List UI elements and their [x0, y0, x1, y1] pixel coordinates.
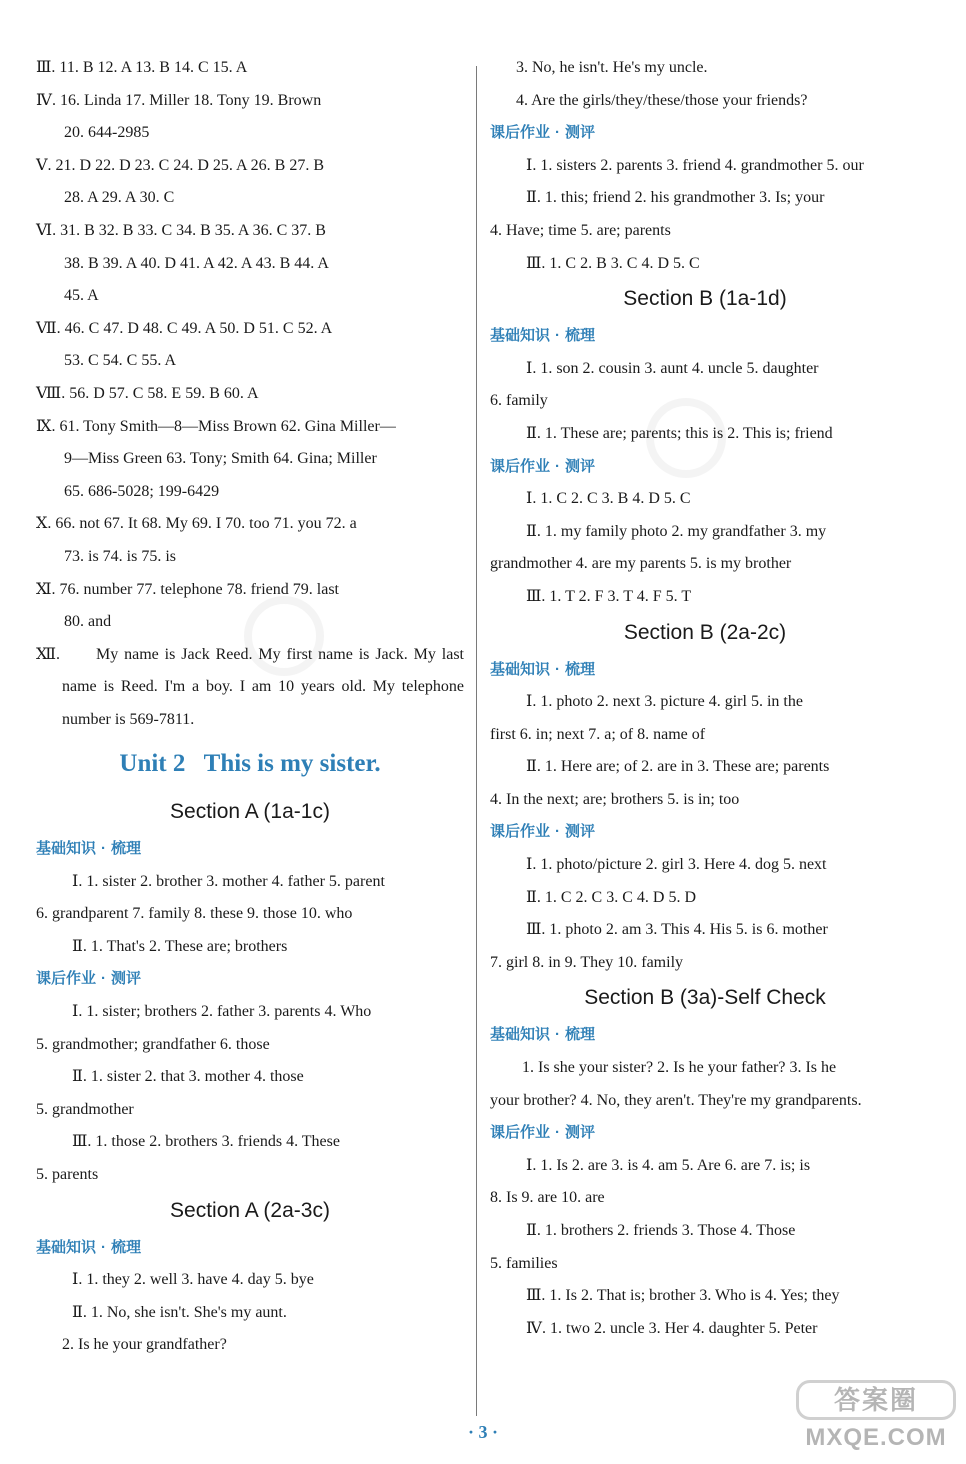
- unit-title: Unit 2 This is my sister.: [119, 750, 381, 778]
- watermark-corner-logo: [790, 1380, 962, 1460]
- answer-line: Ⅲ. 1. photo 2. am 3. This 4. His 5. is 6. mother: [526, 921, 828, 939]
- answer-line: Ⅰ. 1. Is 2. are 3. is 4. am 5. Are 6. are 7. is; is: [526, 1156, 811, 1174]
- answer-line: Ⅱ. 1. this; friend 2. his grandmother 3. Is; your: [526, 189, 825, 207]
- answer-line: Ⅳ. 1. two 2. uncle 3. Her 4. daughter 5. Peter: [526, 1319, 818, 1337]
- label-suffix: 梳理: [565, 327, 596, 345]
- answer-line: 1. Is she your sister? 2. Is he your father? 3. Is he: [522, 1059, 837, 1077]
- answer-line: 4. Have; time 5. are; parents: [490, 221, 671, 239]
- section-title: Section A (1a-1c): [170, 800, 330, 824]
- answer-line: Ⅹ. 66. not 67. It 68. My 69. I 70. too 71. you 72. a: [36, 515, 357, 533]
- answer-line: Ⅸ. 61. Tony Smith—8—Miss Brown 62. Gina Miller—: [36, 417, 396, 435]
- homework-label: 课后作业 · 测评: [490, 823, 596, 841]
- answer-line: Ⅱ. 1. my family photo 2. my grandfather 3. my: [526, 522, 827, 540]
- answer-line: 5. grandmother; grandfather 6. those: [36, 1035, 270, 1053]
- label-suffix: 测评: [565, 1124, 596, 1142]
- watermark-logo-text: 答案圈: [796, 1380, 956, 1420]
- label-text: 课后作业: [490, 823, 551, 841]
- label-suffix: 梳理: [565, 1026, 596, 1044]
- answer-line: 80. and: [64, 613, 112, 631]
- column-divider: [476, 66, 477, 1416]
- basic-knowledge-label: 基础知识 · 梳理: [490, 1026, 596, 1044]
- section-title: Section B (2a-2c): [623, 620, 787, 644]
- answer-line: 53. C 54. C 55. A: [64, 352, 177, 370]
- answer-line: Ⅲ. 11. B 12. A 13. B 14. C 15. A: [36, 59, 248, 76]
- answer-line: Ⅰ. 1. sisters 2. parents 3. friend 4. grandmother 5. our: [526, 156, 864, 174]
- label-suffix: 测评: [111, 970, 142, 988]
- writing-text: My name is Jack Reed. My first name is Jack. My last name is Reed. I'm a boy. I am 10 years old. My telephone number is 569-7811.: [62, 645, 464, 728]
- answer-line: first 6. in; next 7. a; of 8. name of: [490, 725, 706, 743]
- label-text: 课后作业: [490, 124, 551, 142]
- label-suffix: 测评: [565, 457, 596, 475]
- answer-line: Ⅱ. 1. No, she isn't. She's my aunt.: [72, 1303, 287, 1321]
- basic-knowledge-label: 基础知识 · 梳理: [490, 327, 596, 345]
- answer-line: 6. family: [490, 392, 548, 410]
- label-text: 课后作业: [490, 457, 551, 475]
- answer-line: Ⅲ. 1. T 2. F 3. T 4. F 5. T: [526, 587, 692, 605]
- answer-line: Ⅲ. 1. those 2. brothers 3. friends 4. These: [72, 1133, 340, 1151]
- homework-label: 课后作业 · 测评: [490, 457, 596, 475]
- homework-label: 课后作业 · 测评: [36, 970, 142, 988]
- section-title: Section B (1a-1d): [623, 287, 787, 311]
- answer-line: 5. grandmother: [36, 1100, 134, 1118]
- label-suffix: 测评: [565, 124, 596, 142]
- label-suffix: 梳理: [111, 1238, 142, 1256]
- label-text: 基础知识: [36, 840, 97, 858]
- label-text: 基础知识: [490, 660, 551, 678]
- answer-line: Ⅳ. 16. Linda 17. Miller 18. Tony 19. Brown: [36, 91, 322, 109]
- answer-line: Ⅰ. 1. photo/picture 2. girl 3. Here 4. dog 5. next: [526, 856, 827, 874]
- homework-label: 课后作业 · 测评: [490, 1124, 596, 1142]
- homework-label: 课后作业 · 测评: [490, 124, 596, 142]
- answer-line: 73. is 74. is 75. is: [64, 547, 177, 565]
- label-text: 课后作业: [36, 970, 97, 988]
- label-text: 基础知识: [36, 1238, 97, 1256]
- right-column: [490, 58, 920, 1351]
- answer-line: 4. Are the girls/they/these/those your friends?: [516, 91, 808, 109]
- answer-line: grandmother 4. are my parents 5. is my brother: [490, 555, 792, 573]
- basic-knowledge-label: 基础知识 · 梳理: [36, 1238, 142, 1256]
- answer-line: Ⅱ. 1. brothers 2. friends 3. Those 4. Those: [526, 1222, 796, 1239]
- answer-line: 65. 686-5028; 199-6429: [64, 482, 220, 500]
- watermark-domain: MXQE.COM: [805, 1424, 947, 1451]
- answer-line: Ⅰ. 1. C 2. C 3. B 4. D 5. C: [526, 490, 691, 508]
- label-suffix: 梳理: [111, 840, 142, 858]
- answer-line: 6. grandparent 7. family 8. these 9. those 10. who: [36, 905, 353, 923]
- answer-line: Ⅱ. 1. C 2. C 3. C 4. D 5. D: [526, 888, 696, 906]
- answer-line: 5. parents: [36, 1166, 99, 1183]
- answer-line: Ⅰ. 1. sister 2. brother 3. mother 4. father 5. parent: [72, 872, 385, 890]
- answer-line: Ⅰ. 1. photo 2. next 3. picture 4. girl 5. in the: [526, 693, 803, 711]
- label-text: 基础知识: [490, 1026, 551, 1044]
- answer-line: Ⅱ. 1. That's 2. These are; brothers: [72, 937, 288, 955]
- label-suffix: 梳理: [565, 660, 596, 678]
- answer-line: Ⅷ. 56. D 57. C 58. E 59. B 60. A: [36, 384, 259, 402]
- answer-line: 9—Miss Green 63. Tony; Smith 64. Gina; Miller: [64, 450, 377, 468]
- writing-answer: [36, 645, 464, 737]
- answer-line: Ⅰ. 1. son 2. cousin 3. aunt 4. uncle 5. daughter: [526, 359, 819, 377]
- label-text: 课后作业: [490, 1124, 551, 1142]
- answer-line: 38. B 39. A 40. D 41. A 42. A 43. B 44. A: [64, 254, 329, 272]
- page-number: · 3 ·: [467, 1422, 498, 1442]
- label-suffix: 测评: [565, 823, 596, 841]
- answer-line: Ⅵ. 31. B 32. B 33. C 34. B 35. A 36. C 37. B: [36, 221, 326, 239]
- answer-line: Ⅺ. 76. number 77. telephone 78. friend 79. last: [36, 580, 339, 598]
- answer-line: Ⅰ. 1. they 2. well 3. have 4. day 5. bye: [72, 1271, 314, 1289]
- answer-line: 7. girl 8. in 9. They 10. family: [490, 953, 684, 971]
- section-title: Section B (3a)-Self Check: [584, 986, 826, 1010]
- answer-line: Ⅴ. 21. D 22. D 23. C 24. D 25. A 26. B 27. B: [36, 156, 325, 174]
- answer-line: 2. Is he your grandfather?: [62, 1336, 227, 1354]
- answer-line: 5. families: [490, 1254, 558, 1272]
- answer-line: Ⅱ. 1. Here are; of 2. are in 3. These are; parents: [526, 758, 830, 776]
- answer-line: 20. 644-2985: [64, 124, 150, 142]
- left-column: [36, 58, 464, 1368]
- answer-line: your brother? 4. No, they aren't. They're my grandparents.: [490, 1091, 862, 1109]
- answer-line: Ⅲ. 1. C 2. B 3. C 4. D 5. C: [526, 254, 700, 272]
- answer-line: Ⅶ. 46. C 47. D 48. C 49. A 50. D 51. C 52. A: [36, 319, 333, 337]
- writing-label: Ⅻ.: [36, 645, 61, 663]
- section-title: Section A (2a-3c): [170, 1198, 330, 1222]
- basic-knowledge-label: 基础知识 · 梳理: [490, 660, 596, 678]
- answer-line: 8. Is 9. are 10. are: [490, 1189, 605, 1207]
- answer-line: 4. In the next; are; brothers 5. is in; too: [490, 790, 740, 808]
- answer-line: Ⅰ. 1. sister; brothers 2. father 3. parents 4. Who: [72, 1003, 372, 1021]
- label-text: 基础知识: [490, 327, 551, 345]
- answer-line: 3. No, he isn't. He's my uncle.: [516, 59, 708, 76]
- answer-line: 28. A 29. A 30. C: [64, 189, 175, 207]
- basic-knowledge-label: 基础知识 · 梳理: [36, 840, 142, 858]
- answer-line: Ⅲ. 1. Is 2. That is; brother 3. Who is 4. Yes; they: [526, 1287, 840, 1305]
- answer-line: Ⅱ. 1. sister 2. that 3. mother 4. those: [72, 1068, 304, 1086]
- answer-line: Ⅱ. 1. These are; parents; this is 2. This is; friend: [526, 424, 833, 442]
- answer-line: 45. A: [64, 287, 99, 305]
